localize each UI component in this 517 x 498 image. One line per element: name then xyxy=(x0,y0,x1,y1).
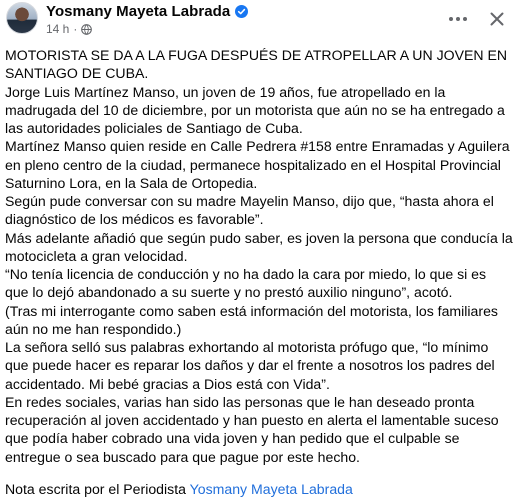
post-timestamp[interactable]: 14 h xyxy=(46,22,70,36)
post-paragraph: Jorge Luis Martínez Manso, un joven de 19 años, fue atropellado en la madrugada del 10 de diciembre, por un motorista que aún no se ha entregado a las autoridades policiales de Santiago de Cuba. xyxy=(5,83,505,136)
author-note-link[interactable]: Yosmany Mayeta Labrada xyxy=(189,480,353,497)
post-meta xyxy=(46,22,92,36)
meta-separator: · xyxy=(73,22,78,36)
author-name[interactable]: Yosmany Mayeta Labrada xyxy=(46,3,231,20)
post-paragraph: En redes sociales, varias han sido las personas que le han deseado pronta recuperación al joven accidentado y han puesto en alerta el lamentable suceso que podía haber cobrado una vida joven y han pedido que el culpable se entregue o sea buscado para que pague por este hecho. xyxy=(5,393,499,465)
more-options-button[interactable] xyxy=(447,8,469,30)
author-note-prefix: Nota escrita por el Periodista xyxy=(5,480,190,497)
author-avatar[interactable] xyxy=(6,2,38,34)
more-options-icon xyxy=(449,17,453,21)
post-paragraph: La señora selló sus palabras exhortando al motorista prófugo que, “lo mínimo que puede hacer es reparar los daños y dar el frente a nosotros los padres del accidentado. Mi bebé gracias a Dios está con Vida”. xyxy=(5,339,495,392)
author-note xyxy=(5,480,513,498)
post-paragraph: Martínez Manso quien reside en Calle Pedrera #158 entre Enramadas y Aguilera en pleno centro de la ciudad, permanece hospitalizado en el Hospital Provincial Saturnino Lora, en la Sala de Ortopedia. xyxy=(5,138,510,191)
post-paragraph: (Tras mi interrogante como saben está información del motorista, los familiares aún no me han respondido.) xyxy=(5,302,498,337)
post-paragraph: Según pude conversar con su madre Mayelin Manso, dijo que, “hasta ahora el diagnóstico de los médicos es favorable”. xyxy=(5,193,494,228)
globe-icon xyxy=(81,24,92,35)
close-button[interactable] xyxy=(484,6,510,32)
post-paragraph: “No tenía licencia de conducción y no ha dado la cara por miedo, lo que si es que lo dejó abandonado a su suerte y no prestó auxilio ninguno”, acotó. xyxy=(5,266,487,301)
post-header xyxy=(0,0,517,40)
author-row xyxy=(46,3,248,20)
verified-badge-icon xyxy=(235,5,248,18)
post-headline: MOTORISTA SE DA A LA FUGA DESPUÉS DE ATROPELLAR A UN JOVEN EN SANTIAGO DE CUBA. xyxy=(5,47,508,82)
close-icon xyxy=(490,12,504,26)
post-text xyxy=(5,46,513,498)
post-paragraph: Más adelante añadió que según pudo saber, es joven la persona que conducía la motocicleta a gran velocidad. xyxy=(5,229,513,264)
